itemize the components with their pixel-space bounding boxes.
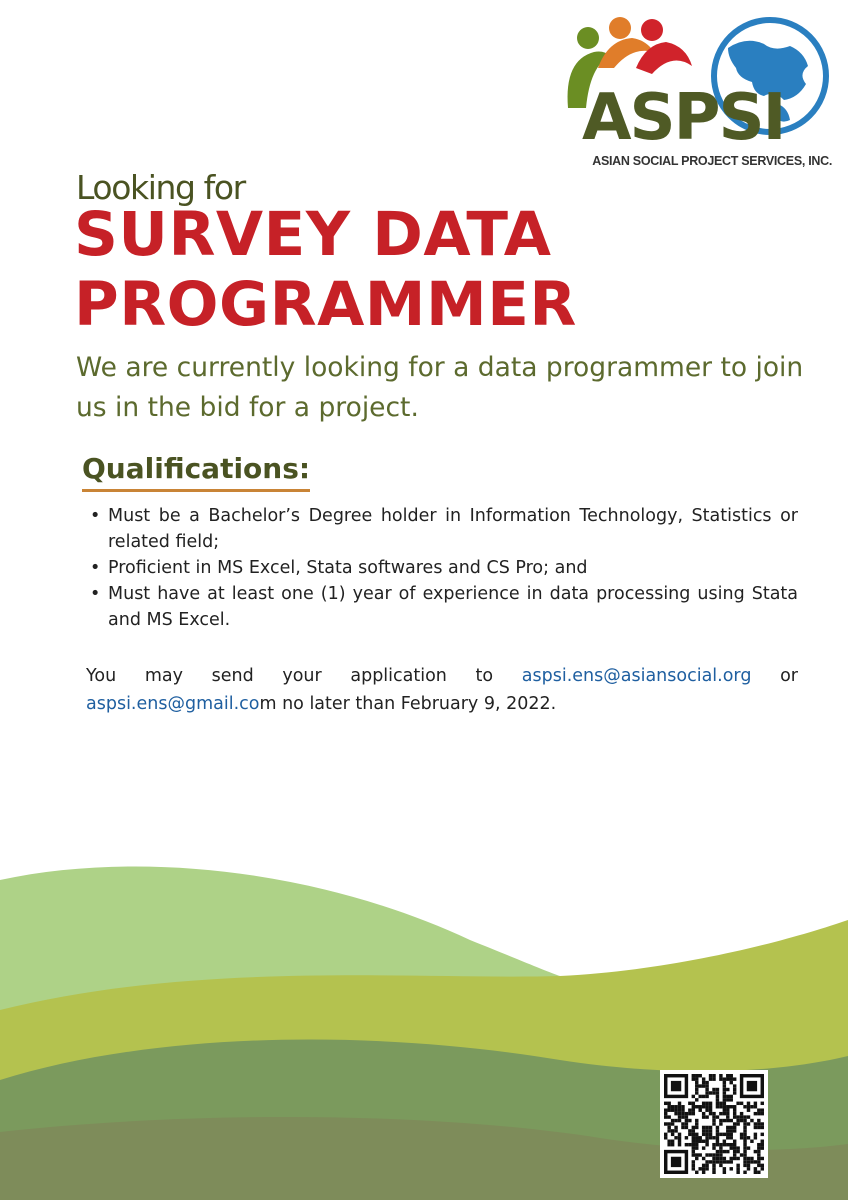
qualifications-heading: Qualifications: — [82, 452, 310, 492]
application-prefix: You may send your application to — [86, 666, 522, 686]
bullet-icon: • — [90, 584, 101, 604]
logo-subtitle: ASIAN SOCIAL PROJECT SERVICES, INC. — [592, 154, 832, 168]
application-suffix: m no later than February 9, 2022. — [259, 694, 557, 714]
qr-code-graphic — [660, 1070, 768, 1178]
logo-wordmark: ASPSI — [582, 81, 785, 155]
list-item — [86, 555, 798, 581]
qualifications-list — [86, 503, 798, 633]
list-item — [86, 503, 798, 555]
bullet-icon: • — [90, 506, 101, 526]
job-title-line-2: PROGRAMMER — [74, 269, 577, 340]
application-instructions — [86, 662, 798, 718]
job-title-line-1: SURVEY DATA — [74, 199, 552, 270]
intro-paragraph: We are currently looking for a data programmer to join us in the bid for a project. — [76, 352, 804, 423]
qualification-text: Must be a Bachelor’s Degree holder in Information Technology, Statistics or related field; — [108, 506, 798, 552]
email-link-secondary[interactable]: aspsi.ens@gmail.co — [86, 694, 260, 714]
bullet-icon: • — [90, 558, 101, 578]
email-link-primary[interactable]: aspsi.ens@asiansocial.org — [521, 666, 752, 686]
list-item — [86, 581, 798, 633]
qualification-text: Must have at least one (1) year of experience in data processing using Stata and MS Excel. — [108, 584, 798, 630]
application-connector: or — [751, 666, 798, 686]
aspsi-logo — [560, 8, 840, 173]
qualification-text: Proficient in MS Excel, Stata softwares and CS Pro; and — [108, 558, 588, 578]
lead-text: Looking for — [76, 168, 245, 207]
qr-code — [660, 1070, 768, 1178]
job-title — [74, 200, 814, 340]
